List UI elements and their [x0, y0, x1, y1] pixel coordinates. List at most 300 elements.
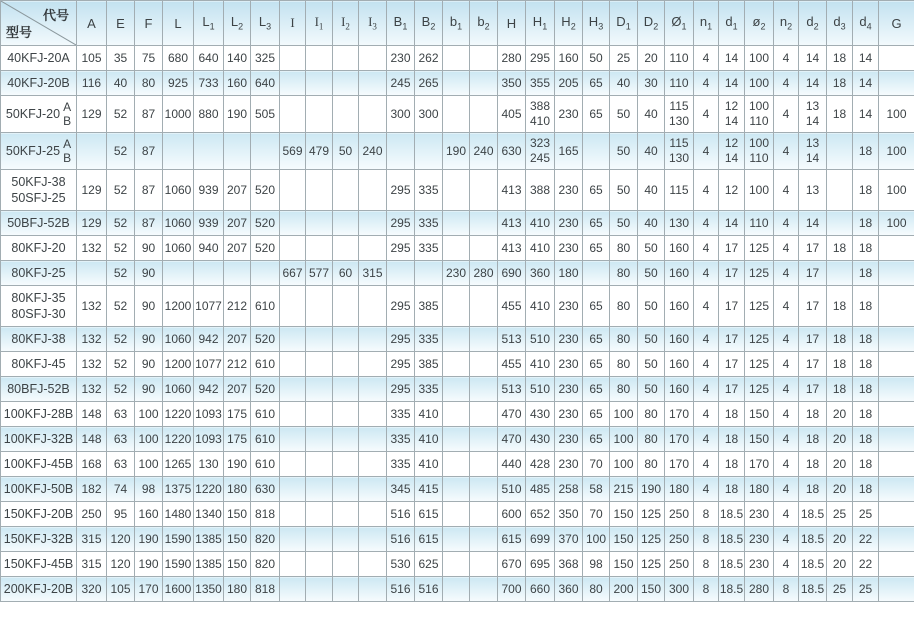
table-cell-b1: [443, 236, 470, 261]
table-cell-H2: 230: [555, 352, 583, 377]
table-cell-E: 120: [107, 527, 135, 552]
table-cell-B2: 262: [415, 46, 443, 71]
table-cell-H3: 65: [583, 211, 610, 236]
table-cell-L2: 150: [224, 502, 251, 527]
table-cell-D2: 20: [638, 46, 665, 71]
table-cell-o2: 100: [745, 71, 774, 96]
table-cell-b2: [470, 46, 498, 71]
table-cell-G: [879, 71, 914, 96]
table-cell-H2: 230: [555, 96, 583, 133]
table-cell-B2: 516: [415, 577, 443, 602]
table-cell-I: 667: [280, 261, 306, 286]
table-cell-I: [280, 286, 306, 327]
table-cell-n2: 4: [774, 352, 799, 377]
table-cell-I: [280, 552, 306, 577]
table-cell-n2: 4: [774, 96, 799, 133]
table-cell-L1: [194, 133, 224, 170]
table-cell-H: 405: [498, 96, 526, 133]
table-cell-I: 569: [280, 133, 306, 170]
table-cell-L: 1060: [163, 170, 194, 211]
table-cell-I2: [333, 46, 359, 71]
table-cell-o2: 180: [745, 477, 774, 502]
table-cell-b2: [470, 402, 498, 427]
table-cell-d1: 12 14: [719, 133, 745, 170]
table-cell-d1: 18.5: [719, 552, 745, 577]
table-cell-D1: 150: [610, 527, 638, 552]
table-cell-n2: 4: [774, 427, 799, 452]
table-cell-n2: 4: [774, 527, 799, 552]
table-cell-F: 170: [135, 577, 163, 602]
table-cell-d2: 18: [799, 427, 827, 452]
table-cell-n1: 4: [694, 402, 719, 427]
table-cell-b1: [443, 527, 470, 552]
table-cell-d4: 25: [853, 502, 879, 527]
table-cell-F: 90: [135, 286, 163, 327]
table-cell-L2: [224, 261, 251, 286]
table-cell-b2: [470, 352, 498, 377]
table-cell-b2: [470, 452, 498, 477]
model-name: 50SFJ-25: [11, 191, 66, 205]
table-cell-d2: 18.5: [799, 577, 827, 602]
table-cell-H: 630: [498, 133, 526, 170]
table-cell-L2: 180: [224, 477, 251, 502]
table-cell-d4: 18: [853, 352, 879, 377]
table-cell-B1: 295: [387, 286, 415, 327]
model-cell: 150KFJ-45B: [1, 552, 77, 577]
table-cell-I2: [333, 96, 359, 133]
table-cell-B1: 245: [387, 71, 415, 96]
model-cell: 100KFJ-32B: [1, 427, 77, 452]
table-cell-F: 190: [135, 552, 163, 577]
table-cell-d4: 18: [853, 402, 879, 427]
table-cell-L: 1590: [163, 527, 194, 552]
column-header-H2: $H_2$: [555, 1, 583, 46]
table-cell-I3: [359, 502, 387, 527]
table-cell-b1: [443, 427, 470, 452]
table-cell-I: [280, 352, 306, 377]
table-cell-A: 315: [77, 527, 107, 552]
table-cell-B2: 335: [415, 211, 443, 236]
table-cell-L3: 610: [251, 352, 280, 377]
table-cell-H2: 230: [555, 452, 583, 477]
table-cell-d4: 18: [853, 261, 879, 286]
table-cell-B2: 410: [415, 402, 443, 427]
table-cell-H2: 350: [555, 502, 583, 527]
column-header-B2: $B_2$: [415, 1, 443, 46]
table-cell-B2: 410: [415, 452, 443, 477]
table-cell-o2: 230: [745, 552, 774, 577]
header-row: [1, 1, 914, 46]
table-cell-B1: 335: [387, 402, 415, 427]
table-cell-B1: 530: [387, 552, 415, 577]
table-cell-G: [879, 477, 914, 502]
table-cell-I3: [359, 46, 387, 71]
table-row: [1, 133, 914, 170]
table-cell-H2: 230: [555, 427, 583, 452]
table-cell-L2: 180: [224, 577, 251, 602]
table-cell-A: 129: [77, 170, 107, 211]
table-cell-d3: 18: [827, 236, 853, 261]
table-cell-D2: 80: [638, 452, 665, 477]
table-row: [1, 402, 914, 427]
table-cell-b1: [443, 286, 470, 327]
table-cell-o2: 170: [745, 452, 774, 477]
column-header-b1: $b_1$: [443, 1, 470, 46]
table-cell-d4: 18: [853, 427, 879, 452]
table-cell-I3: [359, 527, 387, 552]
table-cell-L: 1220: [163, 402, 194, 427]
table-cell-H1: 660: [526, 577, 555, 602]
table-cell-H3: 80: [583, 577, 610, 602]
table-cell-I: [280, 452, 306, 477]
table-cell-A: 168: [77, 452, 107, 477]
table-cell-d1: 18: [719, 477, 745, 502]
table-cell-O1: 160: [665, 327, 694, 352]
column-header-O1: $Ø_1$: [665, 1, 694, 46]
table-cell-B1: 295: [387, 170, 415, 211]
table-cell-D2: 190: [638, 477, 665, 502]
table-cell-A: [77, 261, 107, 286]
table-cell-E: 52: [107, 261, 135, 286]
table-cell-A: 132: [77, 377, 107, 402]
table-cell-H3: 70: [583, 452, 610, 477]
table-cell-b1: [443, 402, 470, 427]
table-cell-I3: [359, 402, 387, 427]
table-cell-L3: 610: [251, 286, 280, 327]
table-cell-G: [879, 236, 914, 261]
table-cell-b1: [443, 96, 470, 133]
table-cell-L3: 520: [251, 327, 280, 352]
table-cell-L1: 939: [194, 211, 224, 236]
table-cell-b2: [470, 96, 498, 133]
table-cell-I1: [306, 170, 333, 211]
table-cell-I3: [359, 211, 387, 236]
table-cell-H2: 230: [555, 327, 583, 352]
table-cell-E: 95: [107, 502, 135, 527]
column-header-I3: $I_3$: [359, 1, 387, 46]
table-cell-A: 132: [77, 236, 107, 261]
table-cell-H3: 65: [583, 327, 610, 352]
table-cell-d2: 18: [799, 452, 827, 477]
table-cell-L: 1060: [163, 211, 194, 236]
table-cell-L2: 207: [224, 327, 251, 352]
table-cell-G: [879, 327, 914, 352]
table-cell-L2: 175: [224, 427, 251, 452]
table-cell-H: 600: [498, 502, 526, 527]
table-cell-H3: 65: [583, 402, 610, 427]
table-cell-B2: 335: [415, 170, 443, 211]
table-row: [1, 352, 914, 377]
table-cell-B1: 516: [387, 527, 415, 552]
table-row: [1, 527, 914, 552]
table-cell-L1: 1093: [194, 427, 224, 452]
table-cell-b2: [470, 71, 498, 96]
table-cell-b2: [470, 236, 498, 261]
table-cell-I: [280, 527, 306, 552]
table-cell-H: 455: [498, 352, 526, 377]
table-cell-d2: 17: [799, 261, 827, 286]
table-cell-L1: [194, 261, 224, 286]
table-cell-L2: 160: [224, 71, 251, 96]
table-cell-d4: 18: [853, 377, 879, 402]
table-cell-L: 925: [163, 71, 194, 96]
table-cell-d2: 13 14: [799, 96, 827, 133]
table-cell-n2: 4: [774, 236, 799, 261]
table-cell-n2: 8: [774, 577, 799, 602]
table-cell-L1: 1350: [194, 577, 224, 602]
table-cell-d3: 25: [827, 577, 853, 602]
table-cell-H1: 410: [526, 352, 555, 377]
table-cell-d3: 20: [827, 427, 853, 452]
table-cell-B1: 335: [387, 452, 415, 477]
table-cell-D2: 50: [638, 327, 665, 352]
table-cell-B2: 385: [415, 286, 443, 327]
table-cell-d1: 18: [719, 427, 745, 452]
table-cell-L: 1265: [163, 452, 194, 477]
table-cell-n2: 4: [774, 452, 799, 477]
table-cell-B1: 295: [387, 377, 415, 402]
table-cell-I2: [333, 502, 359, 527]
table-cell-o2: 110: [745, 211, 774, 236]
table-cell-L2: 175: [224, 402, 251, 427]
table-cell-B2: 415: [415, 477, 443, 502]
model-cell: 100KFJ-28B: [1, 402, 77, 427]
table-cell-O1: 110: [665, 46, 694, 71]
table-cell-L2: 150: [224, 552, 251, 577]
table-cell-A: 116: [77, 71, 107, 96]
table-cell-d2: 18: [799, 477, 827, 502]
table-cell-n1: 4: [694, 133, 719, 170]
table-cell-H3: 65: [583, 427, 610, 452]
table-cell-b2: [470, 170, 498, 211]
table-cell-d4: 18: [853, 477, 879, 502]
table-cell-d3: [827, 133, 853, 170]
table-cell-F: 90: [135, 377, 163, 402]
table-cell-I1: [306, 352, 333, 377]
table-cell-d3: 20: [827, 452, 853, 477]
table-cell-L2: 207: [224, 170, 251, 211]
table-cell-d1: 18: [719, 402, 745, 427]
table-cell-n1: 4: [694, 71, 719, 96]
table-cell-I1: [306, 527, 333, 552]
table-cell-B1: 345: [387, 477, 415, 502]
table-cell-D2: 125: [638, 502, 665, 527]
column-header-d2: $d_2$: [799, 1, 827, 46]
table-cell-G: [879, 377, 914, 402]
table-cell-L: 680: [163, 46, 194, 71]
table-cell-d2: 13 14: [799, 133, 827, 170]
table-cell-d2: 17: [799, 327, 827, 352]
table-cell-E: 63: [107, 452, 135, 477]
table-cell-I2: [333, 552, 359, 577]
table-cell-b2: [470, 577, 498, 602]
table-cell-A: 320: [77, 577, 107, 602]
table-row: [1, 170, 914, 211]
table-cell-B2: 410: [415, 427, 443, 452]
table-cell-F: 90: [135, 261, 163, 286]
table-cell-G: [879, 452, 914, 477]
table-cell-b1: [443, 552, 470, 577]
model-cell: 80KFJ-20: [1, 236, 77, 261]
table-cell-B1: 295: [387, 236, 415, 261]
table-cell-b2: 240: [470, 133, 498, 170]
table-cell-o2: 150: [745, 402, 774, 427]
table-cell-d3: 18: [827, 377, 853, 402]
table-cell-L2: 190: [224, 452, 251, 477]
table-cell-L: 1590: [163, 552, 194, 577]
table-cell-L2: 140: [224, 46, 251, 71]
table-row: [1, 96, 914, 133]
table-cell-L1: 942: [194, 377, 224, 402]
table-cell-o2: 100 110: [745, 96, 774, 133]
table-cell-D1: 150: [610, 552, 638, 577]
table-cell-o2: 100: [745, 46, 774, 71]
table-cell-d3: 18: [827, 286, 853, 327]
table-cell-b1: [443, 452, 470, 477]
model-cell: 80KFJ-38: [1, 327, 77, 352]
model-cell: 80BFJ-52B: [1, 377, 77, 402]
model-cell: [1, 286, 77, 327]
table-cell-b2: [470, 327, 498, 352]
table-cell-B1: 230: [387, 46, 415, 71]
table-cell-o2: 125: [745, 261, 774, 286]
table-cell-d1: 17: [719, 327, 745, 352]
table-cell-I1: [306, 211, 333, 236]
table-cell-H1: 360: [526, 261, 555, 286]
table-cell-b1: [443, 170, 470, 211]
table-cell-L1: 1385: [194, 527, 224, 552]
table-cell-L2: 207: [224, 211, 251, 236]
table-cell-H2: 370: [555, 527, 583, 552]
table-cell-I2: [333, 527, 359, 552]
table-cell-n1: 4: [694, 352, 719, 377]
table-cell-L3: 818: [251, 502, 280, 527]
table-row: [1, 377, 914, 402]
table-row: [1, 211, 914, 236]
table-cell-H2: 160: [555, 46, 583, 71]
table-cell-D2: 150: [638, 577, 665, 602]
table-cell-H: 470: [498, 427, 526, 452]
table-cell-I2: [333, 577, 359, 602]
corner-header-cell: [1, 1, 77, 46]
table-row: [1, 71, 914, 96]
table-cell-F: 87: [135, 170, 163, 211]
table-cell-n1: 4: [694, 427, 719, 452]
table-cell-b2: [470, 377, 498, 402]
table-cell-b1: [443, 577, 470, 602]
table-cell-L: 1060: [163, 377, 194, 402]
table-cell-H2: 230: [555, 377, 583, 402]
table-cell-n1: 8: [694, 502, 719, 527]
table-cell-D1: 200: [610, 577, 638, 602]
table-cell-D2: 80: [638, 402, 665, 427]
table-cell-L1: 733: [194, 71, 224, 96]
table-cell-n1: 4: [694, 286, 719, 327]
table-cell-H: 350: [498, 71, 526, 96]
table-cell-L3: 505: [251, 96, 280, 133]
table-cell-I3: [359, 477, 387, 502]
table-cell-E: 105: [107, 577, 135, 602]
table-cell-F: 90: [135, 236, 163, 261]
table-cell-H2: 360: [555, 577, 583, 602]
table-cell-o2: 125: [745, 377, 774, 402]
table-cell-D1: 100: [610, 402, 638, 427]
table-cell-H1: 430: [526, 427, 555, 452]
table-cell-B1: [387, 261, 415, 286]
table-cell-o2: 125: [745, 286, 774, 327]
table-cell-F: 90: [135, 327, 163, 352]
table-row: [1, 552, 914, 577]
table-cell-E: 63: [107, 427, 135, 452]
table-cell-I: [280, 71, 306, 96]
table-cell-H3: 65: [583, 352, 610, 377]
table-cell-b2: [470, 552, 498, 577]
table-cell-I1: [306, 377, 333, 402]
table-cell-d1: 18.5: [719, 502, 745, 527]
table-cell-O1: 250: [665, 552, 694, 577]
table-cell-n2: 4: [774, 170, 799, 211]
table-cell-H2: 230: [555, 402, 583, 427]
table-cell-d1: 18: [719, 452, 745, 477]
table-cell-I: [280, 577, 306, 602]
table-cell-n1: 4: [694, 261, 719, 286]
table-cell-H2: 230: [555, 170, 583, 211]
table-cell-b1: 230: [443, 261, 470, 286]
table-cell-D1: 50: [610, 133, 638, 170]
table-cell-H3: 70: [583, 502, 610, 527]
table-cell-D1: 80: [610, 261, 638, 286]
table-cell-A: 132: [77, 327, 107, 352]
table-cell-L3: 610: [251, 402, 280, 427]
column-header-n1: $n_1$: [694, 1, 719, 46]
table-cell-H1: 295: [526, 46, 555, 71]
table-cell-I1: [306, 452, 333, 477]
table-cell-n2: 4: [774, 377, 799, 402]
table-row: [1, 577, 914, 602]
table-cell-D2: 40: [638, 133, 665, 170]
model-variant-label: A: [63, 137, 72, 151]
table-cell-H1: 699: [526, 527, 555, 552]
table-cell-L3: 820: [251, 527, 280, 552]
table-cell-D2: 50: [638, 261, 665, 286]
table-cell-d1: 17: [719, 236, 745, 261]
table-cell-I: [280, 427, 306, 452]
table-cell-o2: 280: [745, 577, 774, 602]
table-cell-O1: 160: [665, 352, 694, 377]
table-cell-I3: [359, 577, 387, 602]
table-cell-E: 40: [107, 71, 135, 96]
table-cell-G: [879, 352, 914, 377]
table-cell-b2: [470, 427, 498, 452]
table-cell-d4: 18: [853, 236, 879, 261]
table-cell-H: 455: [498, 286, 526, 327]
table-cell-L3: 520: [251, 236, 280, 261]
model-variant-label: A: [63, 100, 72, 114]
table-cell-G: 100: [879, 96, 914, 133]
column-header-I: I: [280, 1, 306, 46]
column-header-A: A: [77, 1, 107, 46]
column-header-n2: $n_2$: [774, 1, 799, 46]
table-cell-L1: 1077: [194, 286, 224, 327]
table-cell-d3: 18: [827, 352, 853, 377]
table-cell-A: 132: [77, 286, 107, 327]
table-cell-H: 513: [498, 327, 526, 352]
table-cell-D2: 50: [638, 286, 665, 327]
table-cell-H3: 65: [583, 71, 610, 96]
table-cell-o2: 100: [745, 170, 774, 211]
table-cell-I: [280, 377, 306, 402]
model-cell: 40KFJ-20A: [1, 46, 77, 71]
